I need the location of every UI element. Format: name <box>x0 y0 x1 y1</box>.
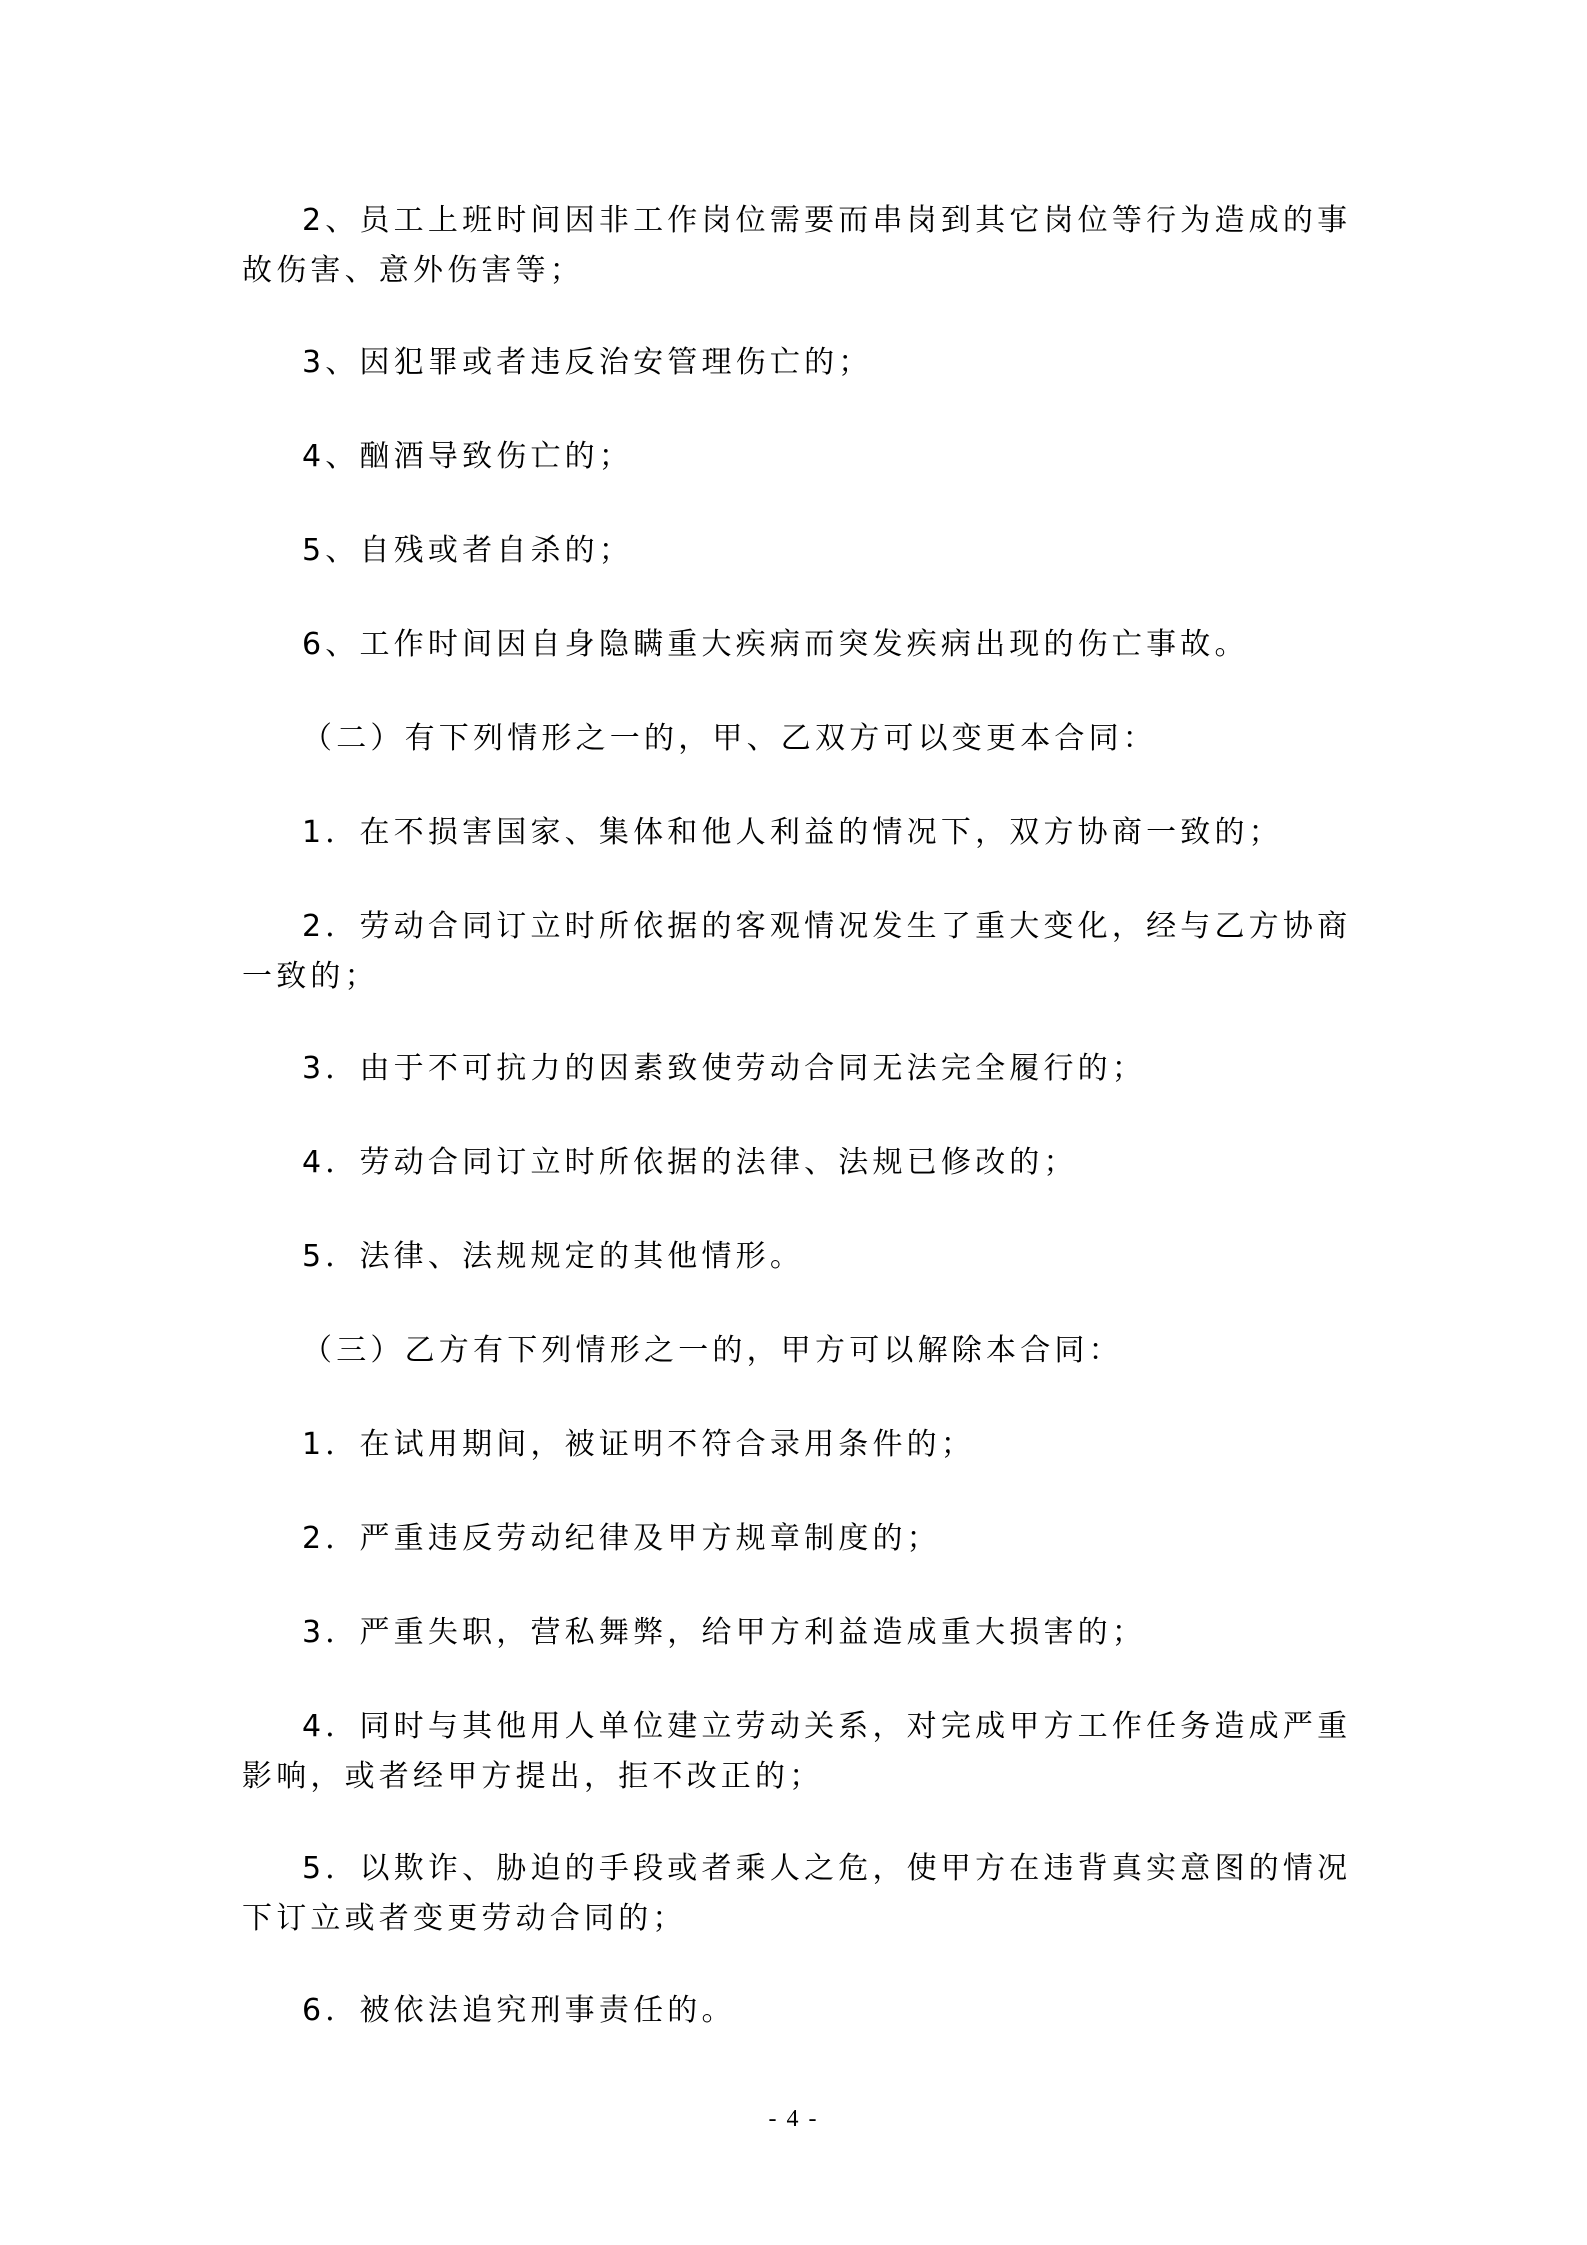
paragraph-change-4: 4．劳动合同订立时所依据的法律、法规已修改的； <box>302 1145 1078 1180</box>
section-heading-terminate-contract: （三）乙方有下列情形之一的，甲方可以解除本合同： <box>302 1333 1123 1368</box>
paragraph-change-3: 3．由于不可抗力的因素致使劳动合同无法完全履行的； <box>302 1051 1147 1086</box>
paragraph-terminate-2: 2．严重违反劳动纪律及甲方规章制度的； <box>302 1521 941 1556</box>
paragraph-change-5: 5．法律、法规规定的其他情形。 <box>302 1239 805 1274</box>
page-number: - 4 - <box>768 2106 819 2132</box>
paragraph-change-2: 2．劳动合同订立时所依据的客观情况发生了重大变化，经与乙方协商一致的； <box>242 909 1352 994</box>
paragraph-terminate-5: 5．以欺诈、胁迫的手段或者乘人之危，使甲方在违背真实意图的情况下订立或者变更劳动合同的； <box>242 1851 1352 1936</box>
paragraph-terminate-4: 4．同时与其他用人单位建立劳动关系，对完成甲方工作任务造成严重影响，或者经甲方提出，拒不改正的； <box>242 1709 1352 1794</box>
paragraph-exclusion-2: 2、员工上班时间因非工作岗位需要而串岗到其它岗位等行为造成的事故伤害、意外伤害等； <box>242 203 1352 288</box>
paragraph-terminate-1: 1．在试用期间，被证明不符合录用条件的； <box>302 1427 976 1462</box>
paragraph-exclusion-6: 6、工作时间因自身隐瞒重大疾病而突发疾病出现的伤亡事故。 <box>302 627 1249 662</box>
paragraph-change-1: 1．在不损害国家、集体和他人利益的情况下，双方协商一致的； <box>302 815 1283 850</box>
document-body <box>242 196 1352 2080</box>
paragraph-exclusion-3: 3、因犯罪或者违反治安管理伤亡的； <box>302 345 873 380</box>
paragraph-exclusion-5: 5、自残或者自杀的； <box>302 533 634 568</box>
paragraph-terminate-3: 3．严重失职，营私舞弊，给甲方利益造成重大损害的； <box>302 1615 1147 1650</box>
paragraph-exclusion-4: 4、酗酒导致伤亡的； <box>302 439 634 474</box>
paragraph-terminate-6: 6．被依法追究刑事责任的。 <box>302 1993 736 2028</box>
section-heading-change-contract: （二）有下列情形之一的，甲、乙双方可以变更本合同： <box>302 721 1157 756</box>
